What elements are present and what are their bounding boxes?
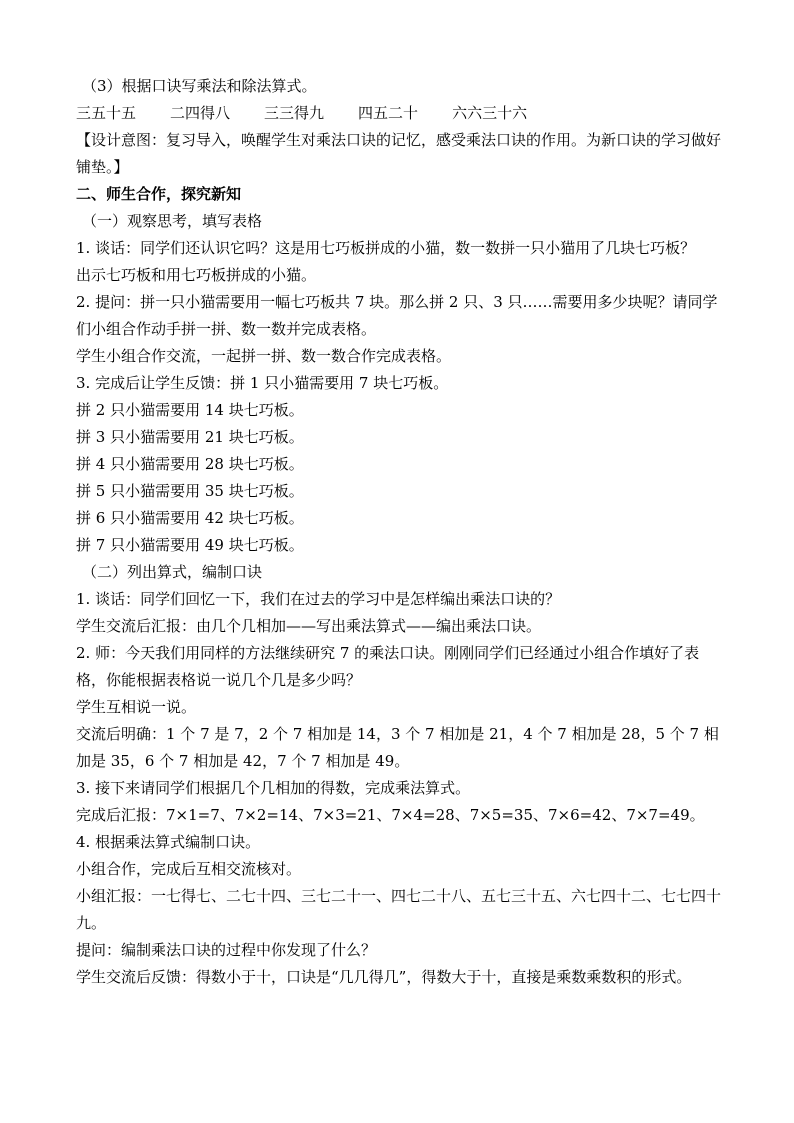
- question-3-result: 完成后汇报：7×1=7、7×2=14、7×3=21、7×4=28、7×5=35、7×6=42、7×7=49。: [76, 806, 705, 824]
- intro-task-heading: （3）根据口诀写乘法和除法算式。: [82, 77, 317, 95]
- recite-item-2: 二四得八: [170, 104, 231, 122]
- cat-line-6: 拼 6 只小猫需要用 42 块七巧板。: [76, 509, 304, 527]
- recite-item-4: 四五二十: [358, 104, 419, 122]
- question-2-note: 学生互相说一说。: [76, 698, 197, 716]
- question-2: 2. 师：今天我们用同样的方法继续研究 7 的乘法口诀。刚刚同学们已经通过小组合作填好了表格，你能根据表格说一说几个几是多少吗？: [76, 644, 700, 689]
- recite-item-5: 六六三十六: [452, 104, 528, 122]
- question-1-note: 学生交流后汇报：由几个几相加——写出乘法算式——编出乘法口诀。: [76, 617, 542, 635]
- cat-line-2: 拼 2 只小猫需要用 14 块七巧板。: [76, 401, 304, 419]
- section-two-heading: 二、师生合作，探究新知: [76, 185, 242, 203]
- document-page: [76, 73, 721, 991]
- design-intent: 【设计意图：复习导入，唤醒学生对乘法口诀的记忆，感受乘法口诀的作用。为新口诀的学习做好铺垫。】: [76, 131, 722, 176]
- recite-item-1: 三五十五: [76, 104, 137, 122]
- question-4-note: 小组合作，完成后互相交流核对。: [76, 860, 302, 878]
- cat-line-4: 拼 4 只小猫需要用 28 块七巧板。: [76, 455, 304, 473]
- question-2-result: 交流后明确：1 个 7 是 7，2 个 7 相加是 14，3 个 7 相加是 21，4 个 7 相加是 28，5 个 7 相加是 35，6 个 7 相加是 42，7 个 7 相加是 49。: [76, 725, 719, 770]
- paragraph-1-note: 出示七巧板和用七巧板拼成的小猫。: [76, 266, 317, 284]
- question-5-result: 学生交流后反馈：得数小于十，口诀是“几几得几”，得数大于十，直接是乘数乘数积的形式。: [76, 968, 692, 986]
- cat-line-3: 拼 3 只小猫需要用 21 块七巧板。: [76, 428, 304, 446]
- cat-line-7: 拼 7 只小猫需要用 49 块七巧板。: [76, 536, 304, 554]
- question-4-result: 小组汇报：一七得七、二七十四、三七二十一、四七二十八、五七三十五、六七四十二、七七四十九。: [76, 887, 722, 932]
- paragraph-3: 3. 完成后让学生反馈：拼 1 只小猫需要用 7 块七巧板。: [76, 374, 449, 392]
- question-4: 4. 根据乘法算式编制口诀。: [76, 833, 261, 851]
- paragraph-2-note: 学生小组合作交流，一起拼一拼、数一数合作完成表格。: [76, 347, 452, 365]
- cat-line-5: 拼 5 只小猫需要用 35 块七巧板。: [76, 482, 304, 500]
- question-5: 提问：编制乘法口诀的过程中你发现了什么？: [76, 941, 377, 959]
- question-1: 1. 谈话：同学们回忆一下，我们在过去的学习中是怎样编出乘法口诀的？: [76, 590, 561, 608]
- question-3: 3. 接下来请同学们根据几个几相加的得数，完成乘法算式。: [76, 779, 471, 797]
- paragraph-1: 1. 谈话：同学们还认识它吗？这是用七巧板拼成的小猫，数一数拼一只小猫用了几块七巧板？: [76, 239, 696, 257]
- paragraph-2: 2. 提问：拼一只小猫需要用一幅七巧板共 7 块。那么拼 2 只、3 只……需要用多少块呢？请同学们小组合作动手拼一拼、数一数并完成表格。: [76, 293, 718, 338]
- recite-item-3: 三三得九: [264, 104, 325, 122]
- subsection-one-heading: （一）观察思考，填写表格: [82, 212, 263, 230]
- recite-row: [76, 100, 721, 127]
- subsection-two-heading: （二）列出算式，编制口诀: [82, 563, 263, 581]
